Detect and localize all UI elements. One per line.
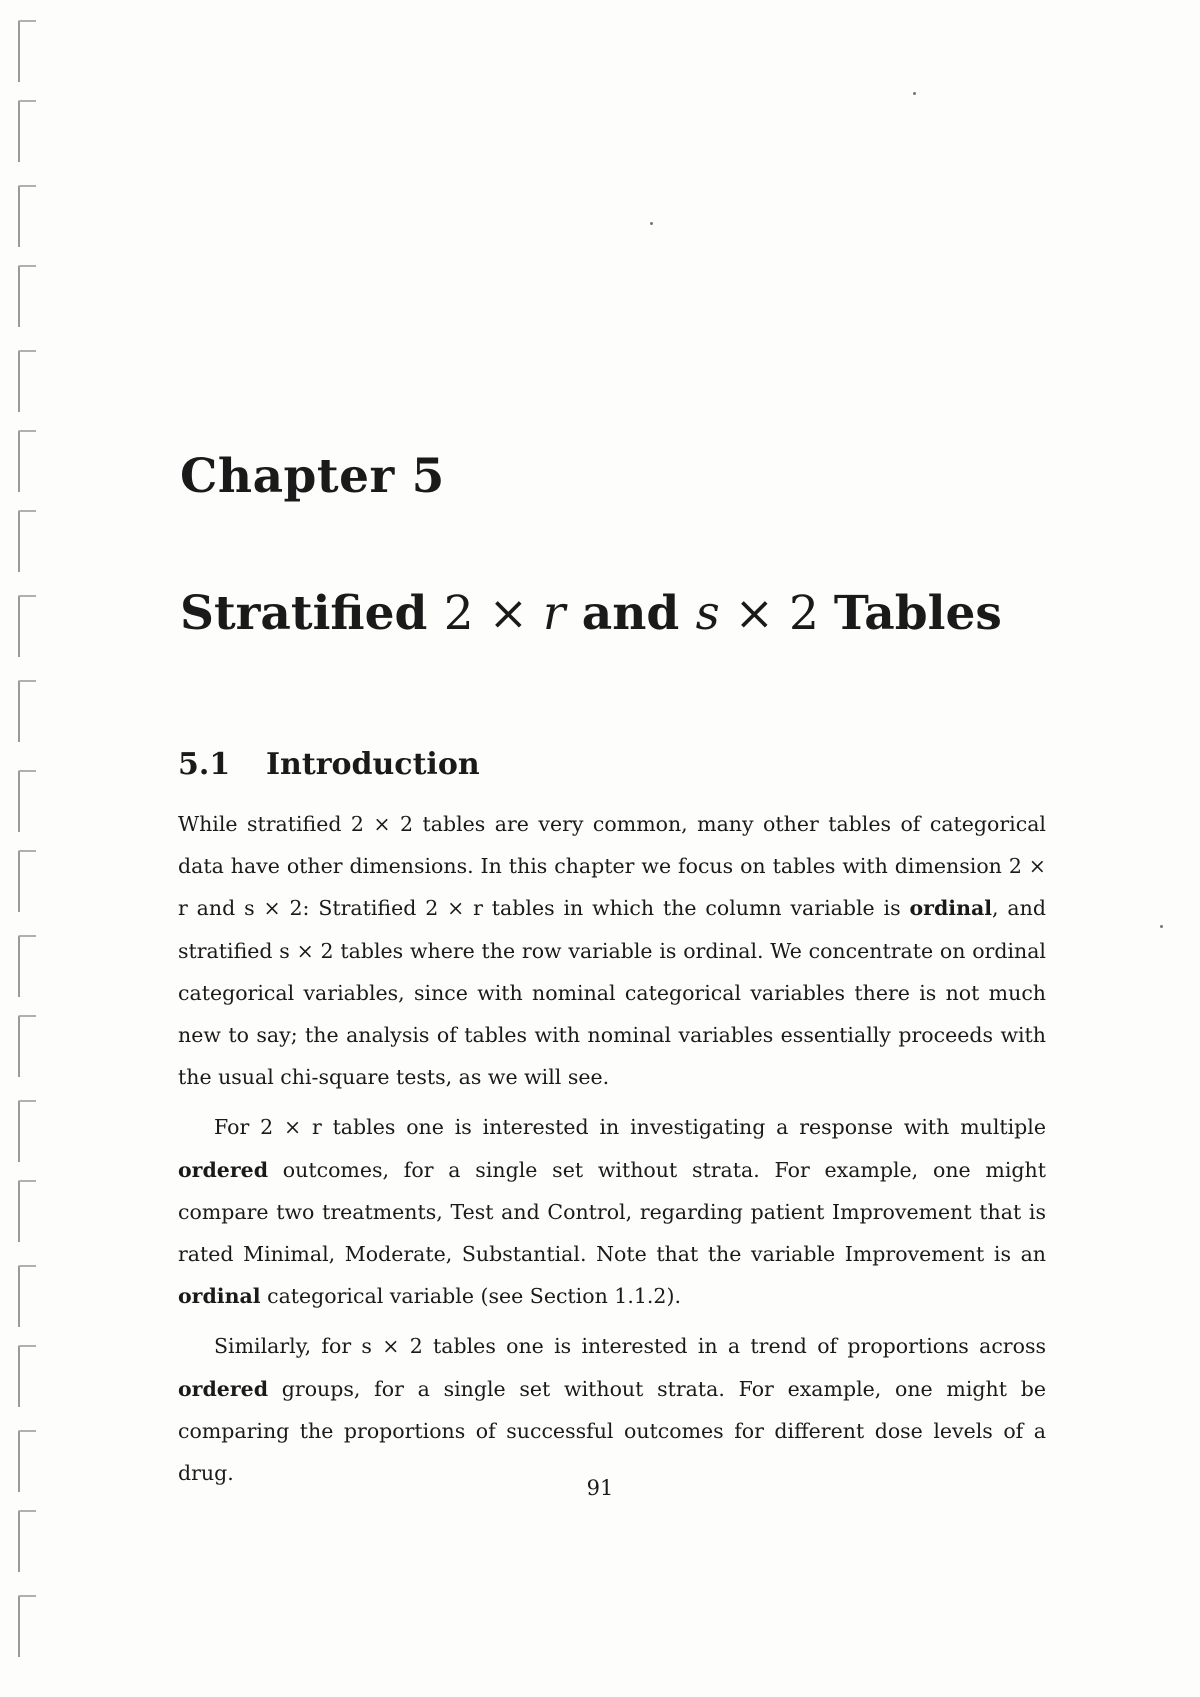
chapter-title-part: and	[565, 586, 696, 642]
binding-mark	[18, 680, 36, 742]
binding-mark	[18, 1015, 36, 1077]
text-run-bold: ordinal	[178, 1284, 261, 1309]
chapter-title-part: Stratified	[180, 586, 444, 642]
binding-mark	[18, 430, 36, 492]
chapter-title-part: × 2	[719, 586, 834, 642]
text-run-bold: ordered	[178, 1376, 269, 1401]
paragraph	[178, 1325, 1046, 1494]
binding-mark	[18, 100, 36, 162]
chapter-title-part: Tables	[833, 586, 1002, 642]
binding-mark	[18, 935, 36, 997]
binding-mark	[18, 1265, 36, 1327]
page-number: 91	[586, 1476, 614, 1500]
binding-mark	[18, 1510, 36, 1572]
binding-mark	[18, 265, 36, 327]
paragraph	[178, 1106, 1046, 1317]
binding-mark	[18, 20, 36, 82]
binding-mark	[18, 350, 36, 412]
text-run: For 2 × r tables one is interested in investigating a response with multiple	[214, 1115, 1046, 1140]
text-run: , and stratified s × 2 tables where the row variable is ordinal. We concentrate on ordinal categorical variables, since with nominal categorical variables there is not much new to say; the analysis of tables with nominal variables essentially proceeds with the usual chi-square tests, as we will see.	[178, 896, 1046, 1090]
binding-mark	[18, 510, 36, 572]
chapter-title-part: 2 ×	[443, 586, 543, 642]
spiral-binding-edge	[18, 10, 48, 1690]
text-run: Similarly, for s × 2 tables one is interested in a trend of proportions across	[214, 1334, 1046, 1359]
chapter-title-part: s	[695, 586, 720, 642]
text-run-bold: ordered	[178, 1157, 269, 1182]
binding-mark	[18, 1180, 36, 1242]
paragraph	[178, 803, 1046, 1098]
body-text	[178, 803, 1046, 1502]
binding-mark	[18, 770, 36, 832]
chapter-title-part: r	[542, 586, 566, 642]
binding-mark	[18, 850, 36, 912]
text-run: While stratified 2 × 2 tables are very common, many other tables of categorical data have other dimensions. In this chapter we focus on tables with dimension 2 × r and s × 2: Stratified 2 × r tables in which the column variable is	[178, 812, 1046, 921]
binding-mark	[18, 1100, 36, 1162]
scan-speck	[913, 92, 916, 95]
section-heading	[178, 747, 480, 782]
scan-speck	[1160, 925, 1163, 928]
text-run: categorical variable (see Section 1.1.2).	[260, 1284, 681, 1309]
binding-mark	[18, 1595, 36, 1657]
chapter-title	[180, 586, 1002, 641]
text-run: outcomes, for a single set without strata. For example, one might compare two treatments, Test and Control, regarding patient Improvement that is rated Minimal, Moderate, Substantial. Note that the variable Improvement is an	[178, 1157, 1046, 1267]
text-run-bold: ordinal	[909, 896, 993, 921]
binding-mark	[18, 595, 36, 657]
chapter-label: Chapter 5	[180, 449, 445, 505]
section-number: 5.1	[178, 746, 231, 782]
binding-mark	[18, 185, 36, 247]
scan-speck	[650, 222, 653, 225]
section-title: Introduction	[266, 746, 480, 782]
text-run: groups, for a single set without strata. For example, one might be comparing the proportions of successful outcomes for different dose levels of a drug.	[178, 1376, 1046, 1486]
binding-mark	[18, 1345, 36, 1407]
